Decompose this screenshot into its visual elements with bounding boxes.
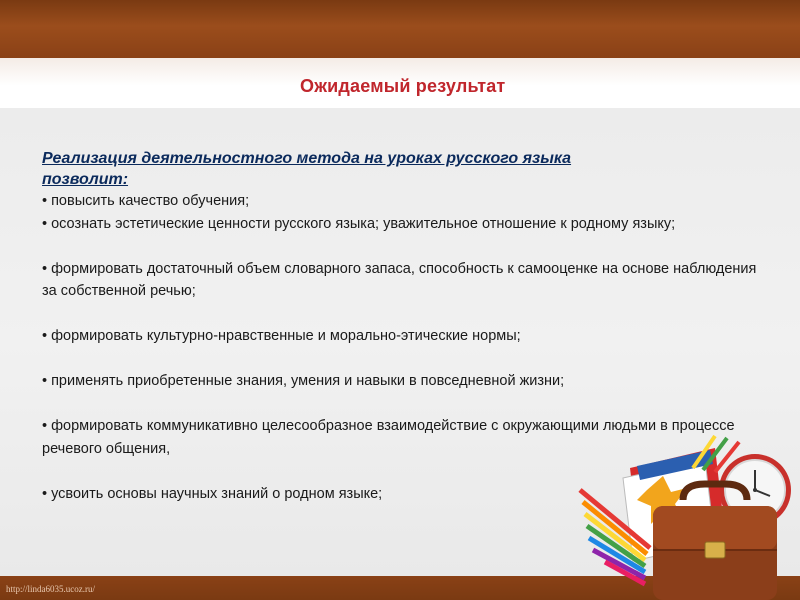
list-item: • формировать культурно-нравственные и морально-этические нормы;	[42, 328, 521, 344]
footer-url: http://linda6035.ucoz.ru/	[6, 584, 95, 594]
heading-line-2: позволит:	[42, 171, 129, 188]
heading-line-1: Реализация деятельностного метода на уроках русского языка	[42, 150, 572, 167]
top-banner	[0, 0, 800, 58]
list-item: • применять приобретенные знания, умения и навыки в повседневной жизни;	[42, 373, 565, 389]
list-item: • осознать эстетические ценности русского языка; уважительное отношение к родному языку;	[42, 215, 676, 232]
list-item: • формировать достаточный объем словарного запаса, способность к самооценке на основе наблюдения за собственной речью;	[42, 260, 757, 299]
school-supplies-icon	[575, 428, 800, 600]
content-heading	[42, 148, 764, 190]
list-item: • формировать коммуникативно целесообразное взаимодействие с окружающими людьми в процессе речевого общения,	[42, 418, 735, 457]
list-item: • усвоить основы научных знаний о родном языке;	[42, 485, 383, 502]
list-item: • повысить качество обучения;	[42, 193, 250, 209]
slide-title: Ожидаемый результат	[300, 76, 506, 96]
